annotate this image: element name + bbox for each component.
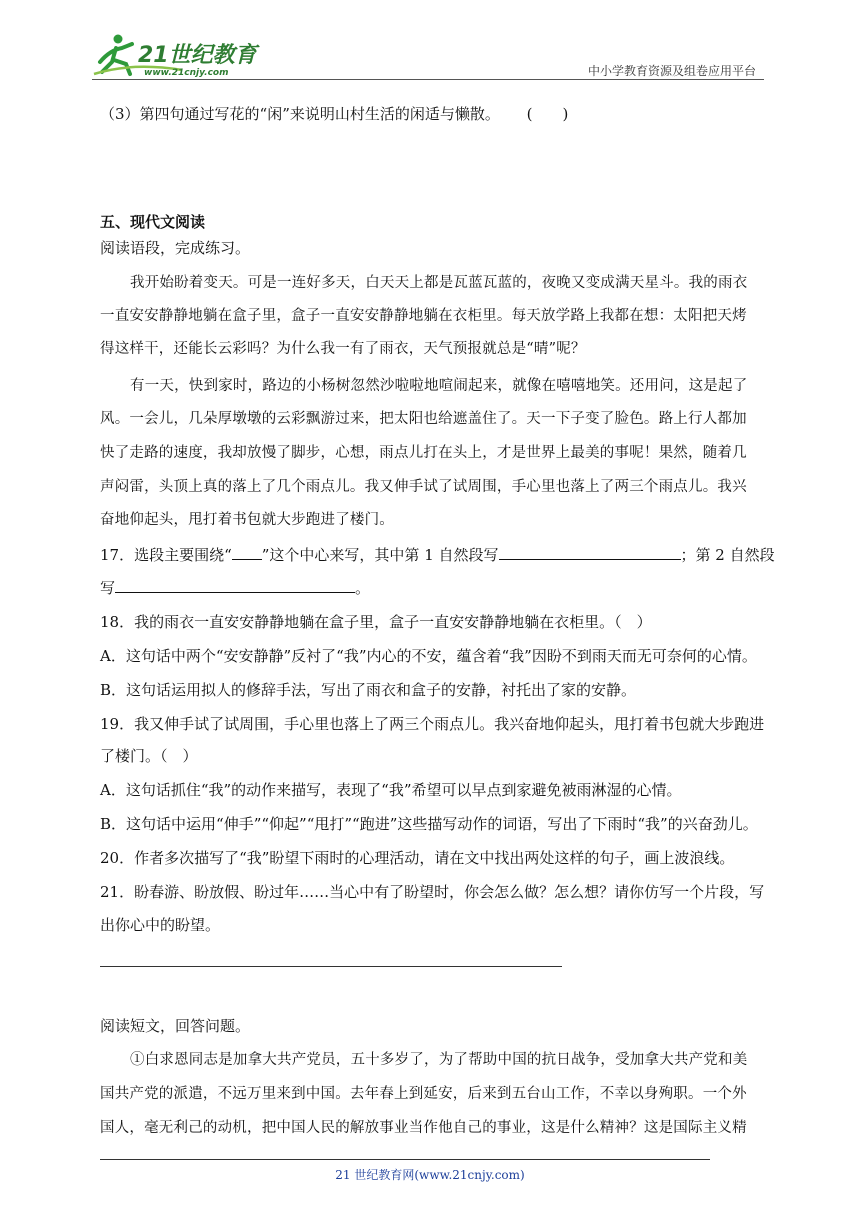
passage-line: 有一天，快到家时，路边的小杨树忽然沙啦啦地喧闹起来，就像在嘻嘻地笑。还用问，这是起了 [130,378,748,394]
answer-line[interactable] [100,966,562,967]
header-divider [92,79,764,80]
passage-line: 得这样干，还能长云彩吗？为什么我一有了雨衣，天气预报就总是“晴”呢？ [100,341,586,357]
question-18: 18．我的雨衣一直安安静静地躺在盒子里，盒子一直安安静静地躺在衣柜里。（ ） [100,613,652,631]
passage-line: 快了走路的速度，我却放慢了脚步，心想，雨点儿打在头上，才是世界上最美的事呢！果然，随着几 [100,445,747,461]
page-footer: 21 世纪教育网(www.21cnjy.com) [335,1168,525,1182]
q17-part: ；第 2 自然段 [680,546,775,564]
passage-line: 我开始盼着变天。可是一连好多天，白天天上都是瓦蓝瓦蓝的，夜晚又变成满天星斗。我的雨衣 [130,275,748,291]
question-17 [100,545,775,565]
passage-line: 奋地仰起头，甩打着书包就大步跑进了楼门。 [100,512,394,528]
passage-line: 风。一会儿，几朵厚墩墩的云彩飘游过来，把太阳也给遮盖住了。天一下子变了脸色。路上行人都加 [100,411,747,427]
passage-line: ①白求恩同志是加拿大共产党员，五十多岁了，为了帮助中国的抗日战争，受加拿大共产党和美 [130,1052,748,1068]
answer-paren: ( ) [526,105,569,123]
question-20: 20．作者多次描写了“我”盼望下雨时的心理活动，请在文中找出两处这样的句子，画上波浪线。 [100,849,735,867]
footer-divider [100,1159,710,1160]
question-prev-3 [100,104,568,124]
q17-part: 写 [100,579,116,597]
q17-part: 。 [355,579,371,597]
question-21: 21．盼春游、盼放假、盼过年……当心中有了盼望时，你会怎么做？怎么想？请你仿写一个片段，写 [100,883,765,901]
logo-text: 21世纪教育 [138,43,257,68]
page-header [92,30,764,80]
q17-part: ”这个中心来写，其中第 1 自然段写 [261,546,499,564]
option-b: B．这句话运用拟人的修辞手法，写出了雨衣和盒子的安静，衬托出了家的安静。 [100,681,637,699]
option-a: A．这句话中两个“安安静静”反衬了“我”内心的不安，蕴含着“我”因盼不到雨天而无可奈何的心情。 [100,647,757,665]
passage-line: 国人，毫无利己的动机，把中国人民的解放事业当作他自己的事业，这是什么精神？这是国际主义精 [100,1120,747,1136]
site-logo [92,32,272,78]
question-17-cont [100,578,370,598]
answer-blank[interactable] [499,545,681,560]
question-21-cont: 出你心中的盼望。 [100,916,221,934]
logo-url: www.21cnjy.com [144,68,229,78]
question-19: 19．我又伸手试了试周围，手心里也落上了两三个雨点儿。我兴奋地仰起头，甩打着书包就大步跑进 [100,715,765,733]
instruction: 阅读短文，回答问题。 [100,1017,251,1035]
answer-blank[interactable] [232,545,262,560]
option-b: B．这句话中运用“伸手”“仰起”“甩打”“跑进”这些描写动作的词语，写出了下雨时“我”的兴奋劲儿。 [100,815,758,833]
option-a: A．这句话抓住“我”的动作来描写，表现了“我”希望可以早点到家避免被雨淋湿的心情。 [100,781,682,799]
passage-line: 声闷雷，头顶上真的落上了几个雨点儿。我又伸手试了试周围，手心里也落上了两三个雨点儿。我兴 [100,479,747,495]
q17-part: 17．选段主要围绕“ [100,546,232,564]
section-title: 五、现代文阅读 [100,213,206,231]
question-text: （3）第四句通过写花的“闲”来说明山村生活的闲适与懒散。 [100,105,500,123]
passage-line: 国共产党的派遣，不远万里来到中国。去年春上到延安，后来到五台山工作，不幸以身殉职。一个外 [100,1086,747,1102]
platform-name: 中小学教育资源及组卷应用平台 [587,64,756,78]
passage-line: 一直安安静静地躺在盒子里，盒子一直安安静静地躺在衣柜里。每天放学路上我都在想：太阳把天烤 [100,308,747,324]
instruction: 阅读语段，完成练习。 [100,239,251,257]
answer-blank[interactable] [115,578,355,593]
question-19-cont: 了楼门。（ ） [100,747,198,765]
